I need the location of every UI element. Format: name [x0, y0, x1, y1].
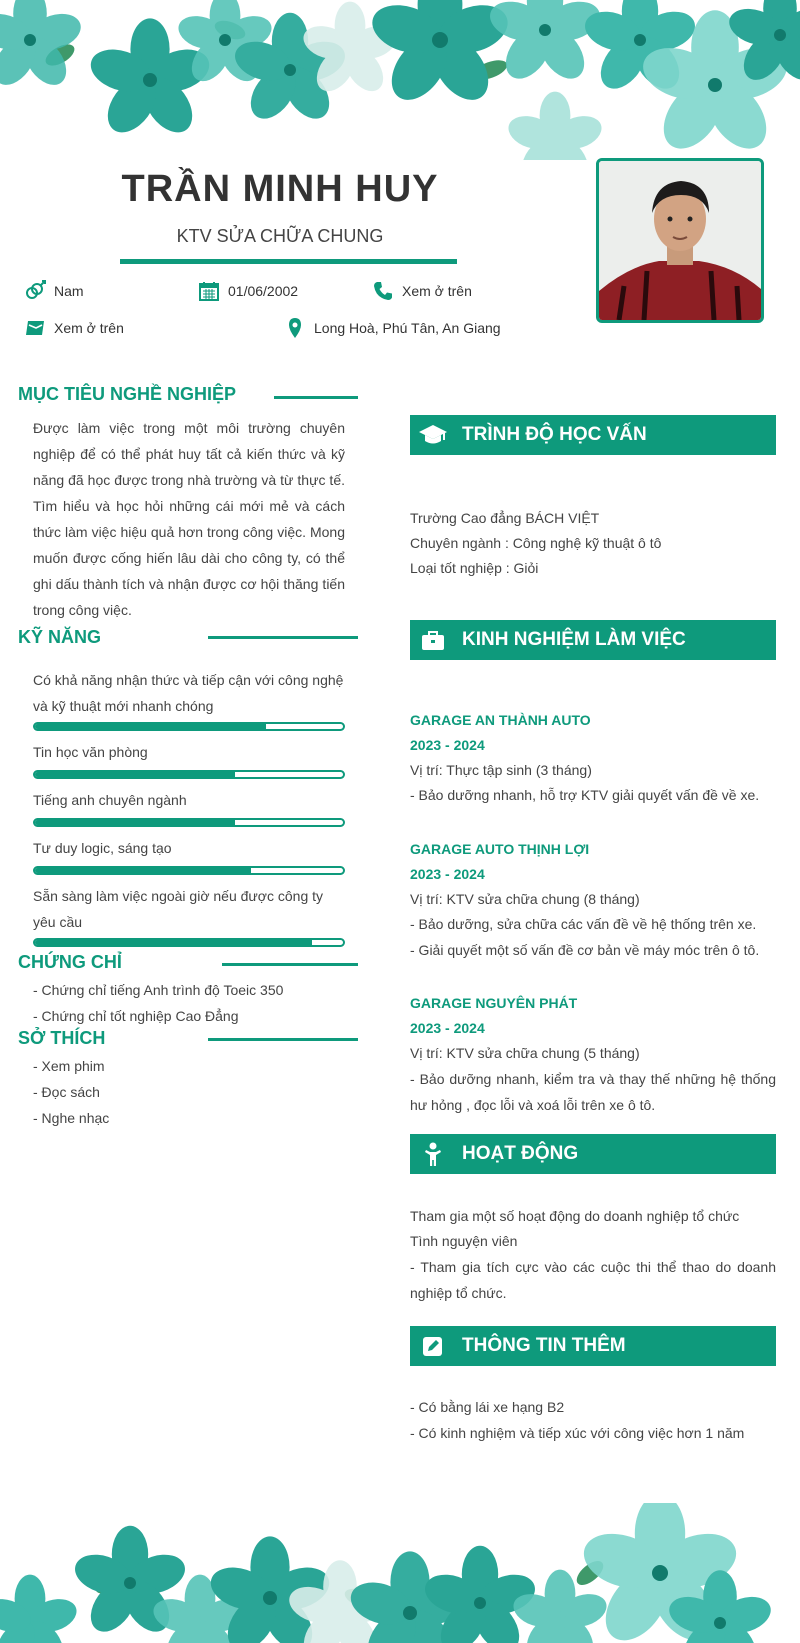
hobby-item: - Xem phim [33, 1058, 105, 1074]
certificates-title: CHỨNG CHỈ [18, 952, 122, 972]
skill-label: Có khả năng nhận thức và tiếp cận với công nghệ và kỹ thuật mới nhanh chóng [33, 672, 344, 714]
objective-text: Được làm việc trong một môi trường chuyên nghiệp để có thể phát huy tất cả kiến thức và kỹ năng đã học được trong nhà trường và từ thực tế. Tìm hiểu và học hỏi những cái mới mẻ và cách thức làm việc hiệu quả hơn trong công việc. Mong muốn được cống hiến lâu dài cho công ty, có thể ghi dấu thành tích và nhận được cơ hội thăng tiến trong công việc. [33, 420, 345, 618]
job-detail: Vị trí: KTV sửa chữa chung (5 tháng) [410, 1045, 640, 1061]
activity-line: Tình nguyện viên [410, 1233, 518, 1249]
email-icon [24, 317, 46, 339]
certificates-divider [222, 963, 358, 966]
hobby-item: - Đọc sách [33, 1084, 100, 1100]
email-value: Xem ở trên [54, 320, 124, 336]
additional-info-header [410, 1326, 776, 1366]
graduation-cap-icon [418, 420, 448, 450]
skill-level-bar [33, 722, 345, 731]
name-underline [120, 259, 457, 264]
phone-icon [372, 280, 394, 302]
contact-address [284, 317, 501, 339]
briefcase-icon [418, 625, 448, 655]
objective-divider [274, 396, 358, 399]
skill-label: Tiếng anh chuyên ngành [33, 792, 187, 808]
job-period: 2023 - 2024 [410, 1020, 485, 1036]
job-detail: Vị trí: KTV sửa chữa chung (8 tháng) [410, 891, 640, 907]
skill-level-bar [33, 866, 345, 875]
hobbies-title: SỞ THÍCH [18, 1028, 106, 1048]
skill-level-fill [35, 820, 235, 825]
skills-divider [208, 636, 358, 639]
flower-decoration-bottom [0, 1503, 800, 1643]
contact-phone [372, 280, 472, 302]
activity-line: - Tham gia tích cực vào các cuộc thi thể thao do doanh nghiệp tổ chức. [410, 1259, 776, 1301]
company-name: GARAGE NGUYÊN PHÁT [410, 995, 578, 1011]
job-detail: - Bảo dưỡng, sửa chữa các vấn đề về hệ thống trên xe. [410, 916, 757, 932]
job-period: 2023 - 2024 [410, 866, 485, 882]
education-header [410, 415, 776, 455]
job-period: 2023 - 2024 [410, 737, 485, 753]
job-detail: - Bảo dưỡng nhanh, hỗ trợ KTV giải quyết vấn đề về xe. [410, 787, 760, 803]
activities-header [410, 1134, 776, 1174]
job-detail: Vị trí: Thực tập sinh (3 tháng) [410, 762, 592, 778]
job-detail: - Bảo dưỡng nhanh, kiểm tra và thay thế những hệ thống hư hỏng , đọc lỗi và xoá lỗi trên xe ô tô. [410, 1071, 776, 1113]
additional-info-line: - Có kinh nghiệm và tiếp xúc với công việc hơn 1 năm [410, 1425, 745, 1441]
hobby-item: - Nghe nhạc [33, 1110, 110, 1126]
job-title: KTV SỬA CHỮA CHUNG [176, 226, 384, 246]
person-icon [599, 161, 761, 320]
additional-info-line: - Có bằng lái xe hạng B2 [410, 1399, 565, 1415]
hobbies-divider [208, 1038, 358, 1041]
skill-level-fill [35, 724, 266, 729]
additional-info-title: THÔNG TIN THÊM [462, 1335, 626, 1356]
skill-level-bar [33, 938, 345, 947]
skill-level-bar [33, 818, 345, 827]
experience-title: KINH NGHIỆM LÀM VIỆC [462, 629, 686, 650]
gender-value: Nam [54, 283, 84, 299]
person-icon [418, 1139, 448, 1169]
experience-header [410, 620, 776, 660]
skill-level-fill [35, 868, 251, 873]
skill-label: Tin học văn phòng [33, 744, 148, 760]
map-marker-icon [284, 317, 306, 339]
activities-title: HOẠT ĐỘNG [462, 1143, 579, 1164]
job-detail: - Giải quyết một số vấn đề cơ bản về máy móc trên ô tô. [410, 942, 760, 958]
calendar-icon [198, 280, 220, 302]
education-title: TRÌNH ĐỘ HỌC VẤN [462, 424, 647, 445]
company-name: GARAGE AN THÀNH AUTO [410, 712, 591, 728]
contact-gender [24, 280, 84, 302]
certificate-item: - Chứng chỉ tiếng Anh trình độ Toeic 350 [33, 982, 284, 998]
portrait-photo [596, 158, 764, 323]
skill-label: Sẵn sàng làm việc ngoài giờ nếu được công ty yêu cầu [33, 888, 324, 930]
phone-value: Xem ở trên [402, 283, 472, 299]
skills-title: KỸ NĂNG [18, 627, 102, 647]
skill-level-bar [33, 770, 345, 779]
certificate-item: - Chứng chỉ tốt nghiệp Cao Đẳng [33, 1008, 239, 1024]
skill-label: Tư duy logic, sáng tạo [33, 840, 172, 856]
flower-decoration-top [0, 0, 800, 160]
company-name: GARAGE AUTO THỊNH LỢI [410, 841, 590, 857]
address-value: Long Hoà, Phú Tân, An Giang [314, 320, 501, 336]
education-major: Chuyên ngành : Công nghệ kỹ thuật ô tô [410, 535, 662, 551]
objective-title: MỤC TIÊU NGHỀ NGHIỆP [18, 384, 237, 404]
birthday-value: 01/06/2002 [228, 283, 299, 299]
pencil-square-icon [418, 1331, 448, 1361]
candidate-name: TRẦN MINH HUY [121, 168, 439, 210]
contact-birthday [198, 280, 298, 302]
education-grade: Loại tốt nghiệp : Giỏi [410, 560, 539, 576]
contact-email [24, 317, 124, 339]
education-school: Trường Cao đẳng BÁCH VIỆT [410, 510, 600, 526]
activity-line: Tham gia một số hoạt động do doanh nghiệp tổ chức [410, 1208, 740, 1224]
skill-level-fill [35, 772, 235, 777]
skill-level-fill [35, 940, 312, 945]
gender-icon [24, 280, 46, 302]
